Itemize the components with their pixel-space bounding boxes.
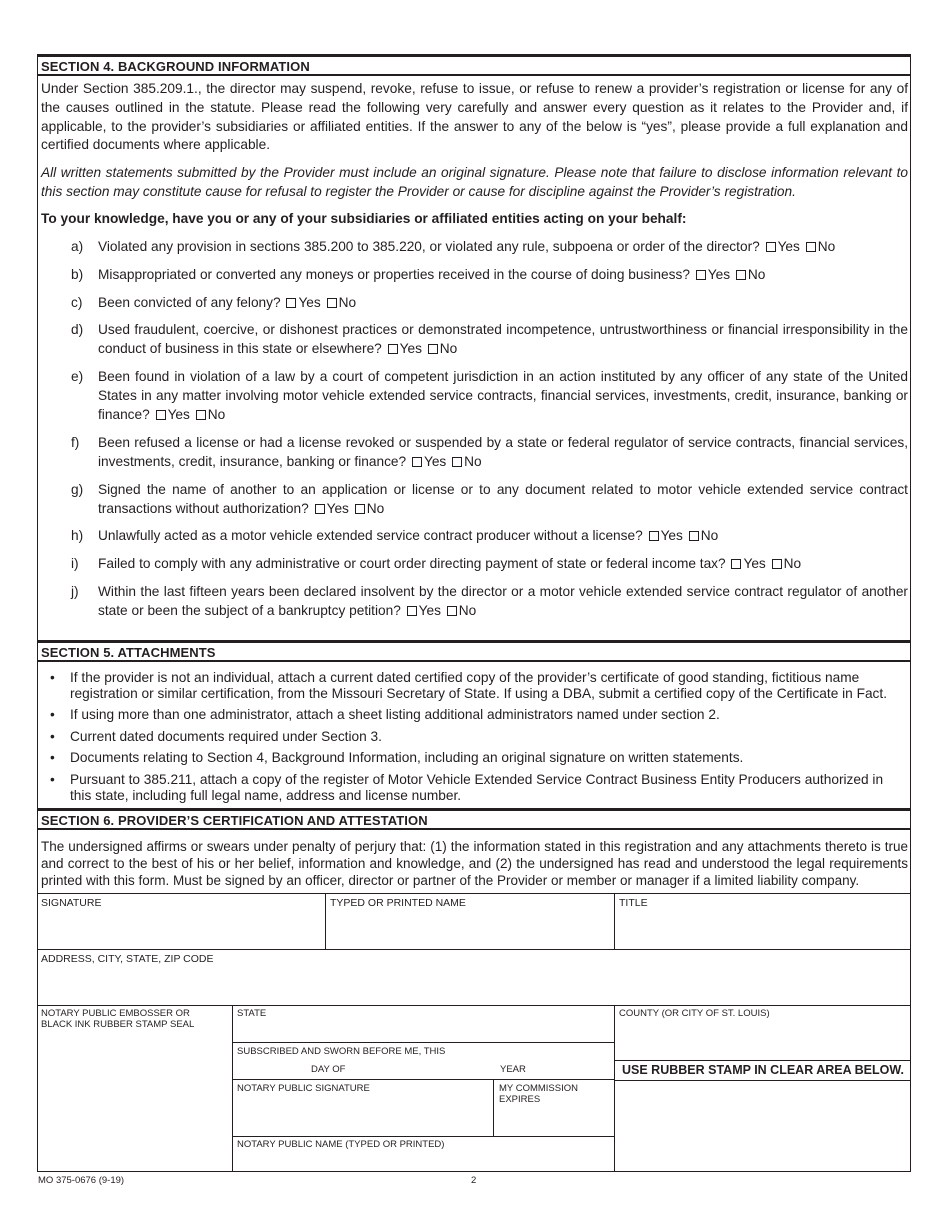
section5-top-rule: [37, 640, 911, 643]
section4-notice: All written statements submitted by the Provider must include an original signature. Please note that failure to disclose information relevant to this section may constitute cause for refusal to register the Provider or cause for discipline against the Provider’s registration.: [41, 165, 908, 199]
section5-title: SECTION 5. ATTACHMENTS: [41, 645, 216, 660]
signature-label: SIGNATURE: [41, 897, 102, 909]
question-b: b) Misappropriated or converted any moneys or properties received in the course of doing business? Yes No: [71, 267, 766, 282]
grid-line: [37, 893, 911, 894]
yes-checkbox[interactable]: [696, 270, 706, 280]
grid-line: [232, 1005, 233, 1172]
question-text: Been convicted of any felony?: [98, 295, 281, 310]
attachment-item: • Current dated documents required under Section 3.: [50, 729, 382, 744]
section6-title: SECTION 6. PROVIDER’S CERTIFICATION AND ATTESTATION: [41, 813, 428, 828]
section6-top-rule: [37, 808, 911, 811]
notary-seal-label: NOTARY PUBLIC EMBOSSER OR BLACK INK RUBBER STAMP SEAL: [41, 1008, 195, 1030]
section5-header-rule: [37, 660, 911, 662]
grid-line: [614, 893, 615, 949]
yes-checkbox[interactable]: [286, 298, 296, 308]
yes-checkbox[interactable]: [731, 559, 741, 569]
question-a: a) Violated any provision in sections 385.200 to 385.220, or violated any rule, subpoena or order of the director? Yes No: [71, 239, 836, 254]
address-label: ADDRESS, CITY, STATE, ZIP CODE: [41, 953, 214, 965]
grid-line: [614, 1060, 911, 1061]
no-checkbox[interactable]: [355, 504, 365, 514]
title-label: TITLE: [619, 897, 648, 909]
question-text: Within the last fifteen years been declared insolvent by the director or a motor vehicle extended service contract regulator of another state or been the subject of a bankruptcy petition?: [98, 584, 908, 618]
question-f: f) Been refused a license or had a license revoked or suspended by a state or federal regulator of service contracts, financial services, investments, credit, insurance, banking or finance? Yes No: [71, 435, 908, 469]
grid-line: [325, 893, 326, 949]
grid-line: [232, 1136, 614, 1137]
yes-checkbox[interactable]: [388, 344, 398, 354]
no-checkbox[interactable]: [452, 457, 462, 467]
question-text: Failed to comply with any administrative or court order directing payment of state or federal income tax?: [98, 556, 726, 571]
grid-line: [232, 1079, 614, 1080]
attachment-item: • Documents relating to Section 4, Background Information, including an original signature on written statements.: [50, 750, 744, 765]
yes-checkbox[interactable]: [156, 410, 166, 420]
question-text: Used fraudulent, coercive, or dishonest practices or demonstrated incompetence, untrustworthiness or financial irresponsibility in the conduct of business in this state or elsewhere?: [98, 322, 908, 356]
section6-attestation: The undersigned affirms or swears under penalty of perjury that: (1) the information stated in this registration and any attachments thereto is true and correct to the best of his or her belief, information and knowledge, and (2) the undersigned has read and understood the legal requirements printed with this form. Must be signed by an officer, director or partner of the Provider or member or manager if a limited liability company.: [41, 839, 908, 888]
grid-line: [232, 1042, 614, 1043]
typed-name-label: TYPED OR PRINTED NAME: [330, 897, 466, 909]
attachment-item: • If using more than one administrator, attach a sheet listing additional administrators named under section 2.: [50, 707, 720, 722]
no-checkbox[interactable]: [447, 606, 457, 616]
grid-line: [614, 1005, 615, 1172]
grid-line: [493, 1079, 494, 1136]
grid-line: [614, 1080, 911, 1081]
question-j: j) Within the last fifteen years been declared insolvent by the director or a motor vehicle extended service contract regulator of another state or been the subject of a bankruptcy petition? Yes No: [71, 584, 908, 618]
no-checkbox[interactable]: [689, 531, 699, 541]
question-text: Been refused a license or had a license revoked or suspended by a state or federal regulator of service contracts, financial services, investments, credit, insurance, banking or finance?: [98, 435, 908, 469]
yes-checkbox[interactable]: [315, 504, 325, 514]
question-c: c) Been convicted of any felony? Yes No: [71, 295, 357, 310]
state-label: STATE: [237, 1008, 267, 1019]
question-text: Violated any provision in sections 385.200 to 385.220, or violated any rule, subpoena or order of the director?: [98, 239, 760, 254]
yes-checkbox[interactable]: [407, 606, 417, 616]
section4-title: SECTION 4. BACKGROUND INFORMATION: [41, 59, 310, 74]
notary-name-label: NOTARY PUBLIC NAME (TYPED OR PRINTED): [237, 1139, 445, 1150]
notary-signature-label: NOTARY PUBLIC SIGNATURE: [237, 1083, 370, 1094]
page-number: 2: [471, 1175, 477, 1186]
yes-checkbox[interactable]: [766, 242, 776, 252]
attachment-item: • If the provider is not an individual, attach a current dated certified copy of the provider’s certificate of good standing, fictitious name registration or similar certification, from the Missouri Secretary of State. If using a DBA, submit a certified copy of the Certificate in Fact.: [50, 670, 887, 701]
section4-prompt: To your knowledge, have you or any of your subsidiaries or affiliated entities acting on your behalf:: [41, 211, 687, 226]
question-h: h) Unlawfully acted as a motor vehicle extended service contract producer without a license? Yes No: [71, 528, 719, 543]
section6-header-rule: [37, 828, 911, 830]
question-e: e) Been found in violation of a law by a court of competent jurisdiction in an action instituted by any officer of any state of the United States in any matter involving motor vehicle extended service contracts, financial services, investments, credit, insurance, banking or finance? Yes No: [71, 369, 908, 422]
grid-line: [37, 1005, 911, 1006]
question-d: d) Used fraudulent, coercive, or dishonest practices or demonstrated incompetence, untrustworthiness or financial irresponsibility in the conduct of business in this state or elsewhere? Yes No: [71, 322, 908, 356]
no-checkbox[interactable]: [806, 242, 816, 252]
no-checkbox[interactable]: [327, 298, 337, 308]
section4-header-rule: [37, 74, 911, 76]
question-text: Unlawfully acted as a motor vehicle extended service contract producer without a license?: [98, 528, 643, 543]
question-text: Signed the name of another to an application or license or to any document related to motor vehicle extended service contract transactions without authorization?: [98, 482, 908, 516]
question-text: Been found in violation of a law by a court of competent jurisdiction in an action instituted by any officer of any state of the United States in any matter involving motor vehicle extended service contracts, financial services, investments, credit, insurance, banking or finance?: [98, 369, 908, 422]
stamp-note: USE RUBBER STAMP IN CLEAR AREA BELOW.: [622, 1063, 904, 1077]
no-checkbox[interactable]: [428, 344, 438, 354]
no-checkbox[interactable]: [196, 410, 206, 420]
commission-expires-label: MY COMMISSION EXPIRES: [499, 1083, 578, 1105]
no-checkbox[interactable]: [736, 270, 746, 280]
form-number: MO 375-0676 (9-19): [38, 1175, 125, 1186]
question-i: i) Failed to comply with any administrative or court order directing payment of state or federal income tax? Yes No: [71, 556, 802, 571]
question-g: g) Signed the name of another to an application or license or to any document related to motor vehicle extended service contract transactions without authorization? Yes No: [71, 482, 908, 516]
day-of-label: DAY OF: [311, 1064, 346, 1075]
yes-checkbox[interactable]: [412, 457, 422, 467]
attachment-item: • Pursuant to 385.211, attach a copy of the register of Motor Vehicle Extended Service Contract Business Entity Producers authorized in this state, including full legal name, address and license number.: [50, 772, 884, 803]
section4-intro: Under Section 385.209.1., the director may suspend, revoke, refuse to issue, or refuse to renew a provider’s registration or license for any of the causes outlined in the statute. Please read the following very carefully and answer every question as it relates to the Provider and, if applicable, to the provider’s subsidiaries or affiliated entities. If the answer to any of the below is “yes”, please provide a full explanation and certified documents where applicable.: [41, 81, 908, 153]
grid-line: [37, 949, 911, 950]
year-label: YEAR: [500, 1064, 526, 1075]
subscribed-label: SUBSCRIBED AND SWORN BEFORE ME, THIS: [237, 1046, 446, 1057]
county-label: COUNTY (OR CITY OF ST. LOUIS): [619, 1008, 770, 1019]
section4-top-rule: [37, 54, 911, 57]
yes-checkbox[interactable]: [649, 531, 659, 541]
question-text: Misappropriated or converted any moneys or properties received in the course of doing business?: [98, 267, 690, 282]
no-checkbox[interactable]: [772, 559, 782, 569]
